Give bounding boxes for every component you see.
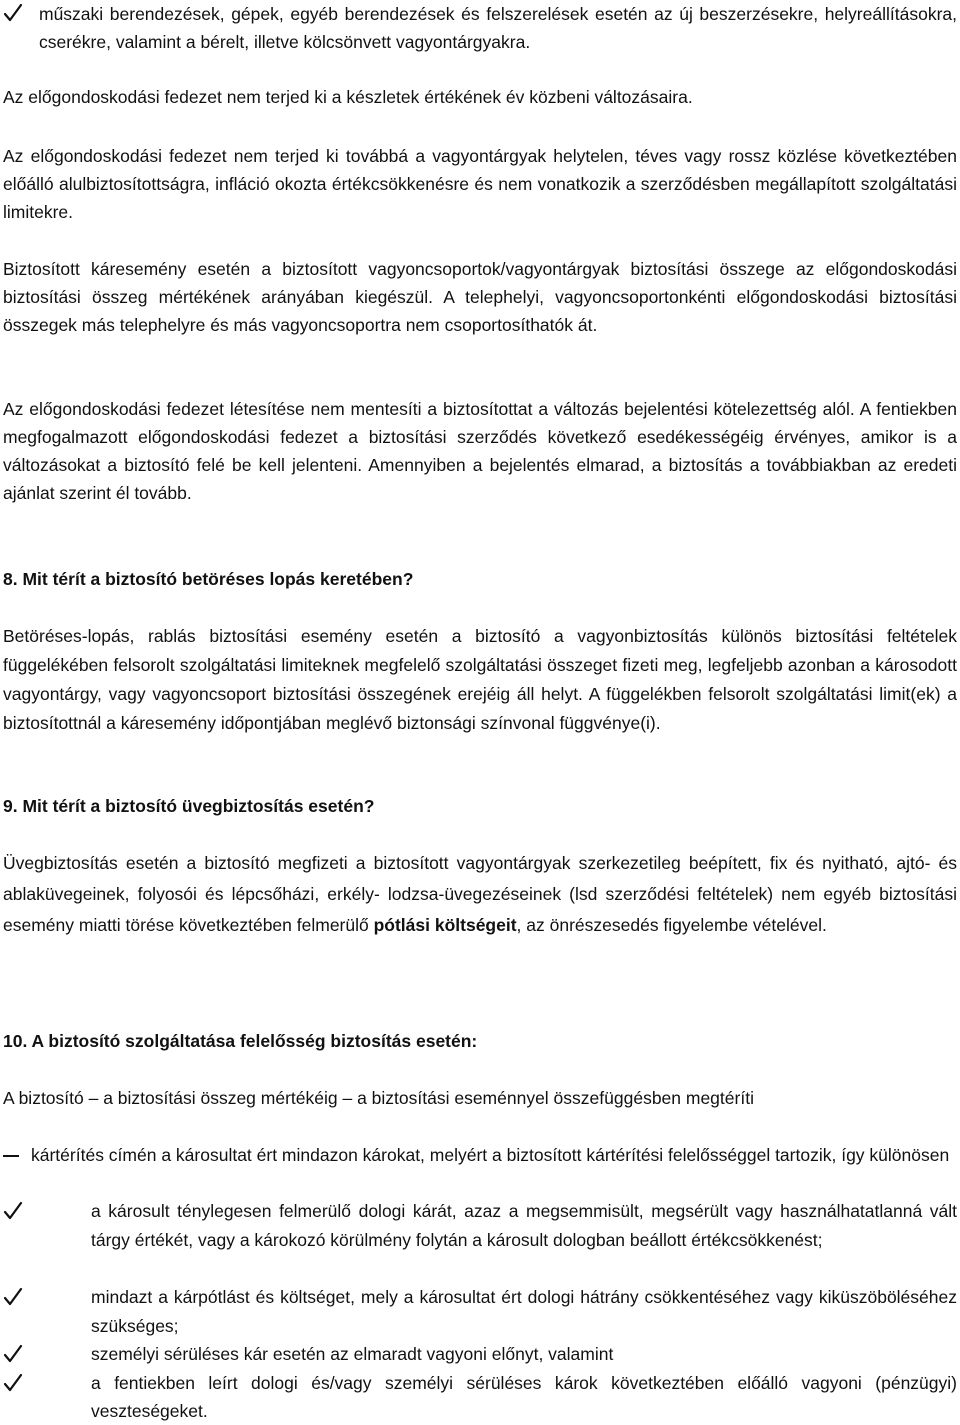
checkmark-icon: [3, 1344, 23, 1364]
check-list-item: a károsult ténylegesen felmerülő dologi kárát, azaz a megsemmisült, megsérült vagy használhatatlanná vált tárgy értékét, vagy a károkozó körülmény folytán a károsult dologban beállott értékcsökkenést;: [3, 1197, 957, 1255]
check-list-item: személyi sérüléses kár esetén az elmaradt vagyoni előnyt, valamint: [3, 1340, 957, 1369]
paragraph: Az előgondoskodási fedezet létesítése nem mentesíti a biztosítottat a változás bejelentési kötelezettség alól. A fentiekben megfogalmazott előgondoskodási fedezet a biztosítási szerződés következő esedékességéig érvényes, amikor is a változásokat a biztosító felé be kell jelenteni. Amennyiben a bejelentés elmarad, a biztosítás a továbbiakban az eredeti ajánlat szerint él tovább.: [3, 399, 957, 503]
paragraph: Betöréses-lopás, rablás biztosítási esemény esetén a biztosító a vagyonbiztosítás különös biztosítási feltételek függelékében felsorolt szolgáltatási limiteknek megfelelő szolgáltatási összeget fizeti meg, legfeljebb azonban a károsodott vagyontárgy, vagy vagyoncsoport biztosítási összegének erejéig áll helyt. A függelékben felsorolt szolgáltatási limit(ek) a biztosítottnál a káresemény időpontjában meglévő biztonsági színvonal függvénye(i).: [3, 626, 957, 733]
paragraph: Az előgondoskodási fedezet nem terjed ki a készletek értékének év közbeni változásaira.: [3, 87, 693, 107]
list-item-text: műszaki berendezések, gépek, egyéb berendezések és felszerelések esetén az új beszerzésekre, helyreállításokra, cserékre, valamint a bérelt, illetve kölcsönvett vagyontárgyakra.: [39, 4, 957, 52]
paragraph: Biztosított káresemény esetén a biztosított vagyoncsoportok/vagyontárgyak biztosítási összege az előgondoskodási biztosítási összeg mértékének arányában kiegészül. A telephelyi, vagyoncsoportonkénti előgondoskodási biztosítási összegek más telephelyre és más vagyoncsoportra nem csoportosíthatók át.: [3, 259, 957, 335]
paragraph: A biztosító – a biztosítási összeg mértékéig – a biztosítási eseménnyel összefüggésben megtéríti: [3, 1088, 754, 1108]
check-list-item: mindazt a kárpótlást és költséget, mely a károsultat ért dologi hátrány csökkentéséhez vagy kiküszöböléséhez szükséges;: [3, 1283, 957, 1341]
checkmark-icon: [3, 1201, 23, 1221]
dash-bullet-icon: [3, 1155, 19, 1157]
dash-list-item: kártérítés címén a károsultat ért mindazon károkat, melyért a biztosított kártérítési felelősséggel tartozik, így különösen: [3, 1141, 957, 1170]
checkmark-icon: [3, 3, 23, 23]
paragraph: Az előgondoskodási fedezet nem terjed ki továbbá a vagyontárgyak helytelen, téves vagy rossz közlése következtében előálló alulbiztosítottságra, infláció okozta értékcsökkenésre és nem vonatkozik a szerződésben megállapított szolgáltatási limitekre.: [3, 146, 957, 222]
check-list-item: [3, 0, 957, 56]
check-list-item: a fentiekben leírt dologi és/vagy személyi sérüléses károk következtében előálló vagyoni (pénzügyi) veszteségeket.: [3, 1369, 957, 1425]
checkmark-icon: [3, 1287, 23, 1307]
section-heading: 10. A biztosító szolgáltatása felelősség biztosítás esetén:: [3, 1031, 478, 1051]
section-heading: 9. Mit térít a biztosító üvegbiztosítás esetén?: [3, 796, 375, 816]
paragraph: Üvegbiztosítás esetén a biztosító megfizeti a biztosított vagyontárgyak szerkezetileg beépített, fix és nyitható, ajtó- és ablaküvegeinek, folyosói és lépcsőházi, erkély- lodzsa-üvegezéseinek (lsd szerződési feltételek) nem egyéb biztosítási esemény miatti törése következtében felmerülő pótlási költségeit, az önrészesedés figyelembe vételével.: [3, 853, 957, 935]
bold-phrase: pótlási költségeit: [373, 915, 517, 935]
checkmark-icon: [3, 1373, 23, 1393]
section-heading: 8. Mit térít a biztosító betöréses lopás keretében?: [3, 569, 414, 589]
